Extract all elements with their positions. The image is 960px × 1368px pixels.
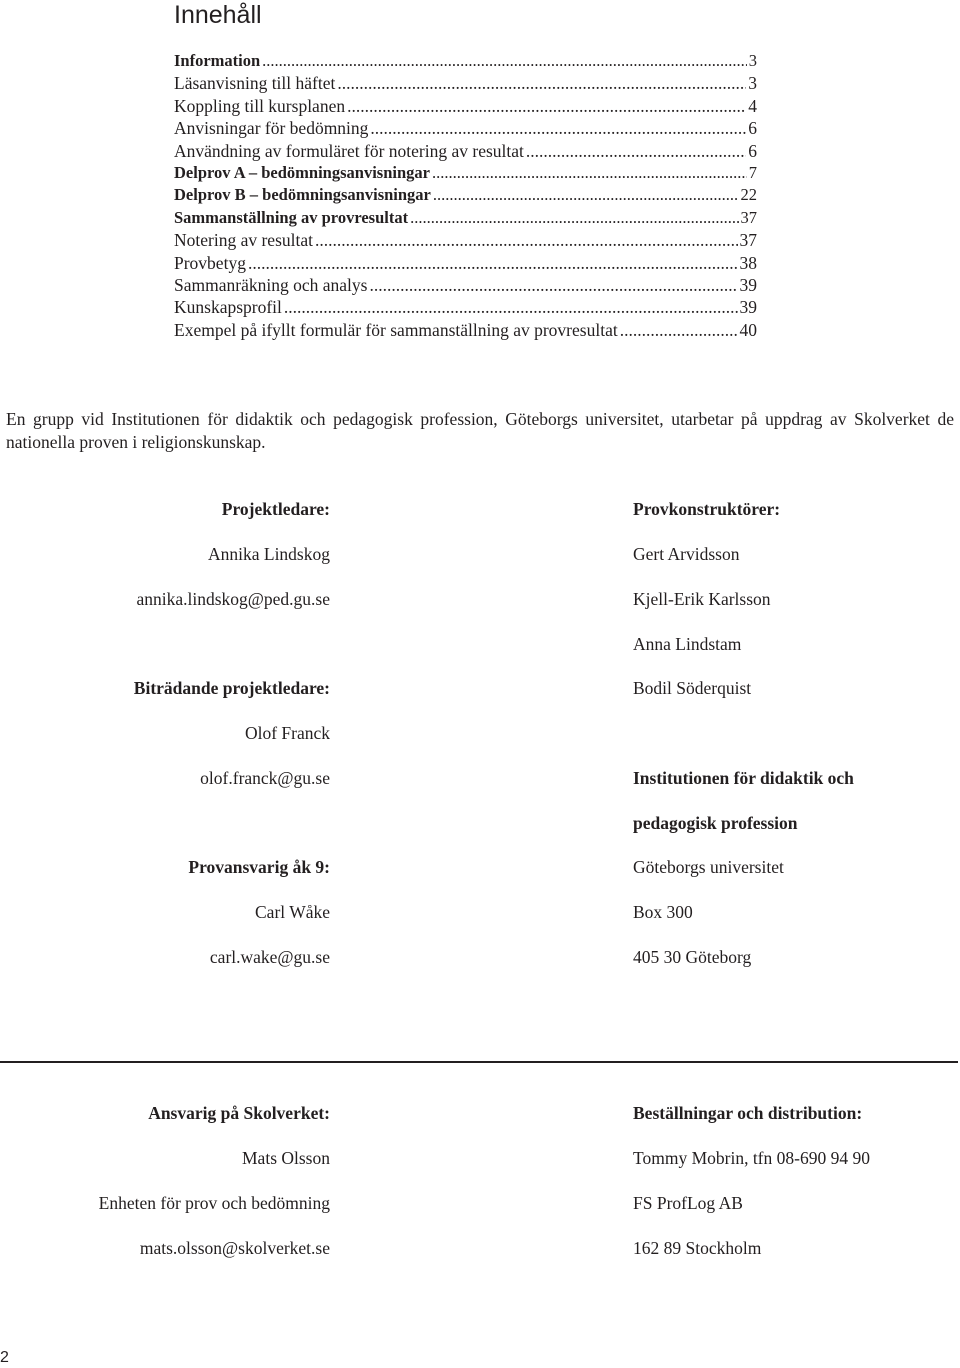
skolverket-name: Mats Olsson bbox=[242, 1148, 330, 1168]
toc-leader-dots bbox=[262, 50, 747, 72]
konstruktor-name: Bodil Söderquist bbox=[633, 678, 752, 698]
toc-entry-page: 22 bbox=[740, 185, 757, 205]
institution-line-2: pedagogisk profession bbox=[633, 813, 798, 833]
toc-entry[interactable] bbox=[174, 50, 757, 72]
toc-entry[interactable] bbox=[174, 184, 757, 206]
toc-entry-page: 7 bbox=[748, 162, 757, 182]
toc-leader-dots bbox=[432, 162, 747, 184]
toc-entry[interactable] bbox=[174, 207, 757, 229]
toc-leader-dots bbox=[347, 95, 746, 117]
konstruktor-name: Kjell-Erik Karlsson bbox=[633, 589, 771, 609]
skolverket-unit: Enheten för prov och bedömning bbox=[98, 1193, 330, 1213]
toc-leader-dots bbox=[370, 117, 746, 139]
toc-entry-page: 39 bbox=[739, 274, 757, 295]
toc-leader-dots bbox=[620, 319, 738, 341]
toc-entry-title: Koppling till kursplanen bbox=[174, 95, 346, 116]
toc-entry[interactable] bbox=[174, 140, 757, 162]
toc-entry-page: 40 bbox=[739, 319, 757, 340]
toc-entry-title: Notering av resultat bbox=[174, 230, 313, 251]
toc-entry[interactable] bbox=[174, 252, 757, 274]
toc-leader-dots bbox=[284, 296, 738, 318]
toc-entry[interactable] bbox=[174, 95, 757, 117]
address-line: 405 30 Göteborg bbox=[633, 947, 752, 967]
projektledare-label: Projektledare: bbox=[221, 499, 330, 519]
toc-leader-dots bbox=[337, 72, 746, 94]
toc-entry-title: Delprov B – bedömningsanvisningar bbox=[174, 185, 431, 205]
toc-entry[interactable] bbox=[174, 117, 757, 139]
toc-entry[interactable] bbox=[174, 72, 757, 94]
toc-entry-page: 37 bbox=[740, 207, 757, 227]
distribution-postal: 162 89 Stockholm bbox=[633, 1238, 762, 1258]
page-title: Innehåll bbox=[174, 1, 262, 29]
toc-leader-dots bbox=[410, 207, 738, 229]
distribution-company: FS ProfLog AB bbox=[633, 1193, 743, 1213]
provansvarig-email[interactable]: carl.wake@gu.se bbox=[209, 947, 330, 967]
page-number: 2 bbox=[0, 1349, 9, 1366]
konstruktor-name: Anna Lindstam bbox=[633, 634, 742, 654]
skolverket-email[interactable]: mats.olsson@skolverket.se bbox=[139, 1238, 330, 1258]
toc-entry[interactable] bbox=[174, 319, 757, 341]
toc-entry-page: 37 bbox=[739, 230, 757, 251]
toc-entry-title: Sammanställning av provresultat bbox=[174, 207, 409, 227]
toc-leader-dots bbox=[526, 140, 746, 162]
bitradande-label: Biträdande projektledare: bbox=[133, 678, 330, 698]
bitradande-email[interactable]: olof.franck@gu.se bbox=[200, 768, 330, 788]
intro-paragraph: En grupp vid Institutionen för didaktik och pedagogisk profession, Göteborgs universitet, utarbetar på uppdrag av Skolverket de nationella proven i religionskunskap. bbox=[6, 409, 954, 452]
toc-entry-title: Information bbox=[174, 51, 261, 70]
toc-entry-title: Anvisningar för bedömning bbox=[174, 118, 369, 139]
toc-entry-page: 3 bbox=[748, 73, 757, 94]
toc-entry-title: Läsanvisning till häftet bbox=[174, 73, 336, 94]
toc-leader-dots bbox=[248, 252, 738, 274]
distribution-label: Beställningar och distribution: bbox=[633, 1103, 863, 1123]
toc-entry-title: Användning av formuläret för notering av resultat bbox=[174, 140, 524, 161]
toc-entry[interactable] bbox=[174, 162, 757, 184]
distribution-contact: Tommy Mobrin, tfn 08-690 94 90 bbox=[633, 1148, 870, 1168]
toc-entry-title: Kunskapsprofil bbox=[174, 297, 282, 318]
projektledare-name: Annika Lindskog bbox=[207, 544, 330, 564]
toc-entry[interactable] bbox=[174, 296, 757, 318]
skolverket-label: Ansvarig på Skolverket: bbox=[148, 1103, 330, 1123]
provansvarig-label: Provansvarig åk 9: bbox=[188, 857, 330, 877]
toc-leader-dots bbox=[315, 229, 738, 251]
table-of-contents bbox=[174, 50, 757, 341]
toc-entry-title: Sammanräkning och analys bbox=[174, 274, 368, 295]
divider bbox=[0, 1061, 958, 1063]
toc-entry-page: 6 bbox=[748, 118, 757, 139]
toc-entry-page: 38 bbox=[739, 252, 757, 273]
toc-leader-dots bbox=[433, 184, 739, 206]
address-line: Göteborgs universitet bbox=[633, 857, 784, 877]
provansvarig-name: Carl Wåke bbox=[255, 902, 330, 922]
provkonstruktorer-label: Provkonstruktörer: bbox=[633, 499, 781, 519]
address-line: Box 300 bbox=[633, 902, 693, 922]
toc-entry-page: 3 bbox=[748, 51, 757, 70]
toc-entry-title: Provbetyg bbox=[174, 252, 246, 273]
toc-leader-dots bbox=[369, 274, 737, 296]
toc-entry-page: 6 bbox=[748, 140, 757, 161]
toc-entry[interactable] bbox=[174, 274, 757, 296]
toc-entry-title: Exempel på ifyllt formulär för sammanställning av provresultat bbox=[174, 319, 618, 340]
toc-entry-page: 39 bbox=[739, 297, 757, 318]
toc-entry-title: Delprov A – bedömningsanvisningar bbox=[174, 162, 430, 182]
toc-entry[interactable] bbox=[174, 229, 757, 251]
projektledare-email[interactable]: annika.lindskog@ped.gu.se bbox=[136, 589, 330, 609]
konstruktor-name: Gert Arvidsson bbox=[633, 544, 740, 564]
toc-entry-page: 4 bbox=[748, 95, 757, 116]
bitradande-name: Olof Franck bbox=[244, 723, 330, 743]
institution-line-1: Institutionen för didaktik och bbox=[633, 768, 854, 788]
